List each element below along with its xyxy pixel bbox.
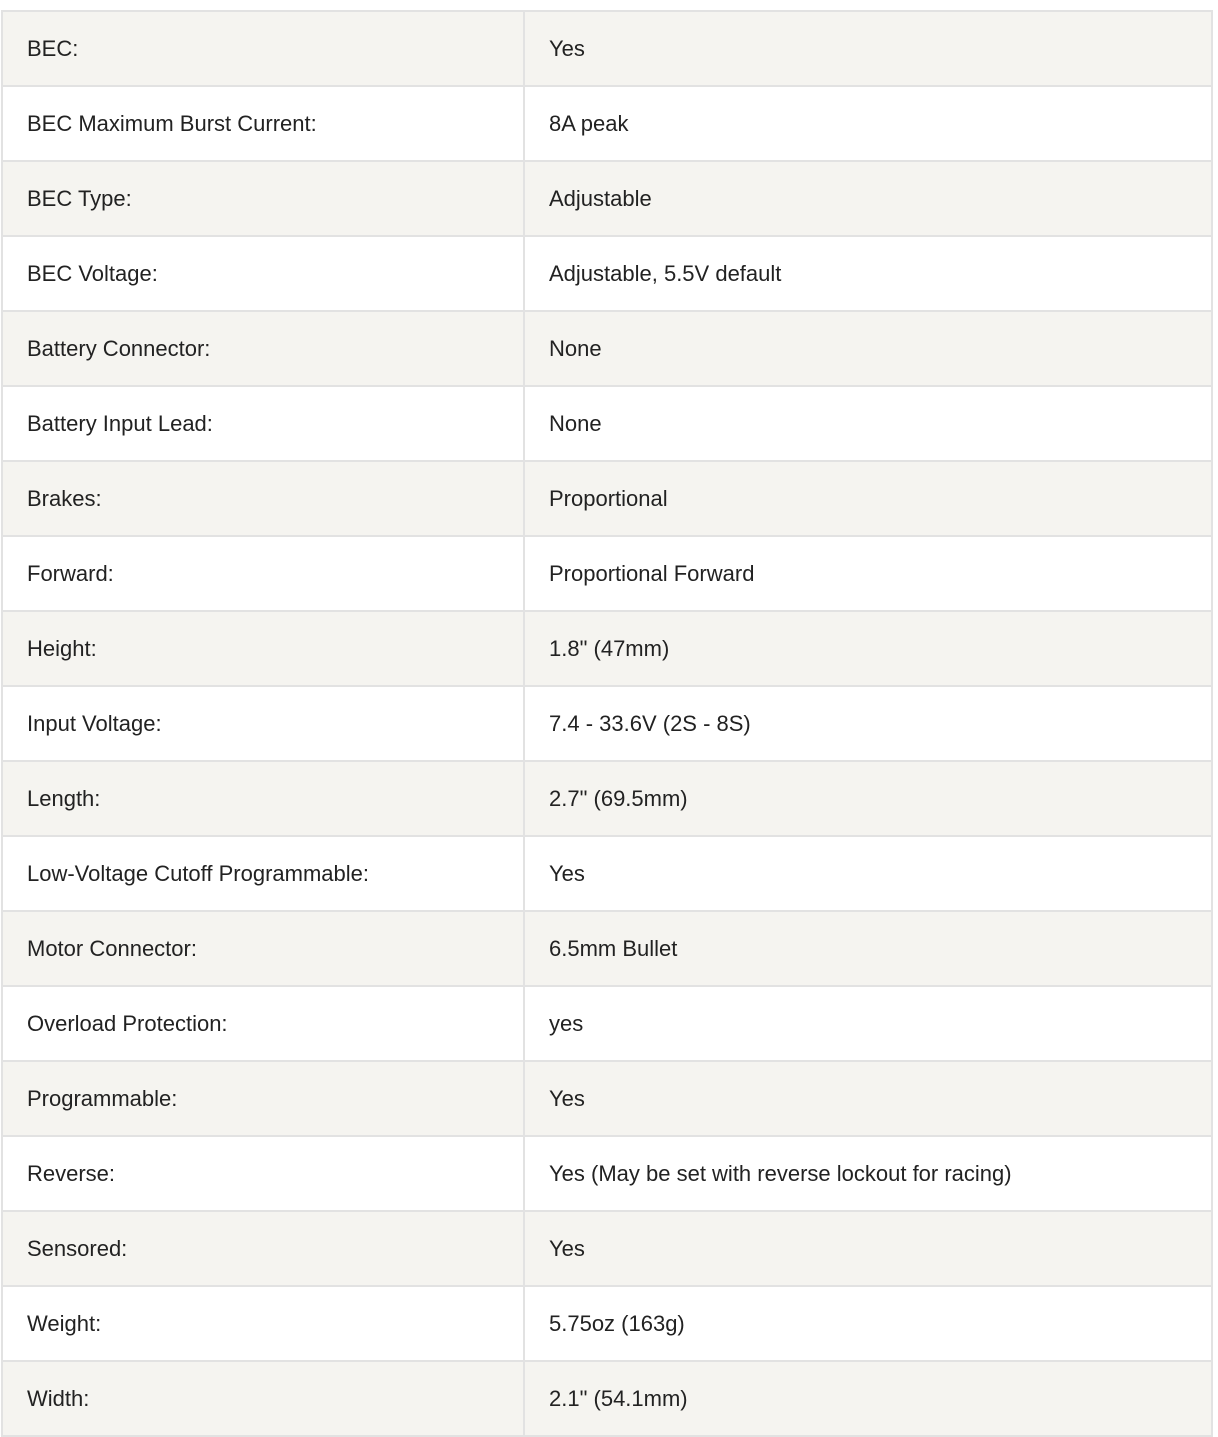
- spec-row-programmable: [2, 1061, 1212, 1136]
- spec-row-overload-protection: [2, 986, 1212, 1061]
- spec-label: BEC Maximum Burst Current:: [2, 86, 524, 161]
- spec-value: 2.7" (69.5mm): [524, 761, 1212, 836]
- spec-value: 5.75oz (163g): [524, 1286, 1212, 1361]
- spec-row-weight: [2, 1286, 1212, 1361]
- spec-label: Forward:: [2, 536, 524, 611]
- spec-row-bec: [2, 11, 1212, 86]
- spec-row-battery-connector: [2, 311, 1212, 386]
- spec-label: Weight:: [2, 1286, 524, 1361]
- spec-label: Sensored:: [2, 1211, 524, 1286]
- spec-value: Yes: [524, 1211, 1212, 1286]
- spec-label: Battery Input Lead:: [2, 386, 524, 461]
- spec-row-sensored: [2, 1211, 1212, 1286]
- spec-label: BEC:: [2, 11, 524, 86]
- spec-label: Battery Connector:: [2, 311, 524, 386]
- spec-label: Reverse:: [2, 1136, 524, 1211]
- spec-row-forward: [2, 536, 1212, 611]
- spec-label: Brakes:: [2, 461, 524, 536]
- spec-label: Overload Protection:: [2, 986, 524, 1061]
- spec-value: Yes: [524, 11, 1212, 86]
- spec-value: Adjustable: [524, 161, 1212, 236]
- spec-value: Yes (May be set with reverse lockout for racing): [524, 1136, 1212, 1211]
- spec-value: 1.8" (47mm): [524, 611, 1212, 686]
- spec-row-low-voltage-cutoff: [2, 836, 1212, 911]
- spec-row-length: [2, 761, 1212, 836]
- spec-table-body: [2, 11, 1212, 1436]
- spec-value: 7.4 - 33.6V (2S - 8S): [524, 686, 1212, 761]
- spec-row-brakes: [2, 461, 1212, 536]
- spec-label: BEC Type:: [2, 161, 524, 236]
- spec-value: Proportional Forward: [524, 536, 1212, 611]
- spec-label: Programmable:: [2, 1061, 524, 1136]
- spec-label: Width:: [2, 1361, 524, 1436]
- spec-row-width: [2, 1361, 1212, 1436]
- spec-row-bec-type: [2, 161, 1212, 236]
- spec-row-height: [2, 611, 1212, 686]
- spec-label: Low-Voltage Cutoff Programmable:: [2, 836, 524, 911]
- spec-value: Yes: [524, 836, 1212, 911]
- spec-table: [1, 10, 1213, 1437]
- spec-value: Adjustable, 5.5V default: [524, 236, 1212, 311]
- spec-row-reverse: [2, 1136, 1212, 1211]
- spec-value: Proportional: [524, 461, 1212, 536]
- spec-label: Input Voltage:: [2, 686, 524, 761]
- spec-value: None: [524, 311, 1212, 386]
- spec-value: Yes: [524, 1061, 1212, 1136]
- spec-value: yes: [524, 986, 1212, 1061]
- spec-row-bec-max-burst-current: [2, 86, 1212, 161]
- spec-label: Length:: [2, 761, 524, 836]
- spec-row-motor-connector: [2, 911, 1212, 986]
- spec-row-battery-input-lead: [2, 386, 1212, 461]
- spec-value: 2.1" (54.1mm): [524, 1361, 1212, 1436]
- spec-label: Height:: [2, 611, 524, 686]
- spec-label: Motor Connector:: [2, 911, 524, 986]
- spec-value: 8A peak: [524, 86, 1212, 161]
- spec-label: BEC Voltage:: [2, 236, 524, 311]
- spec-value: 6.5mm Bullet: [524, 911, 1212, 986]
- spec-row-input-voltage: [2, 686, 1212, 761]
- spec-row-bec-voltage: [2, 236, 1212, 311]
- spec-value: None: [524, 386, 1212, 461]
